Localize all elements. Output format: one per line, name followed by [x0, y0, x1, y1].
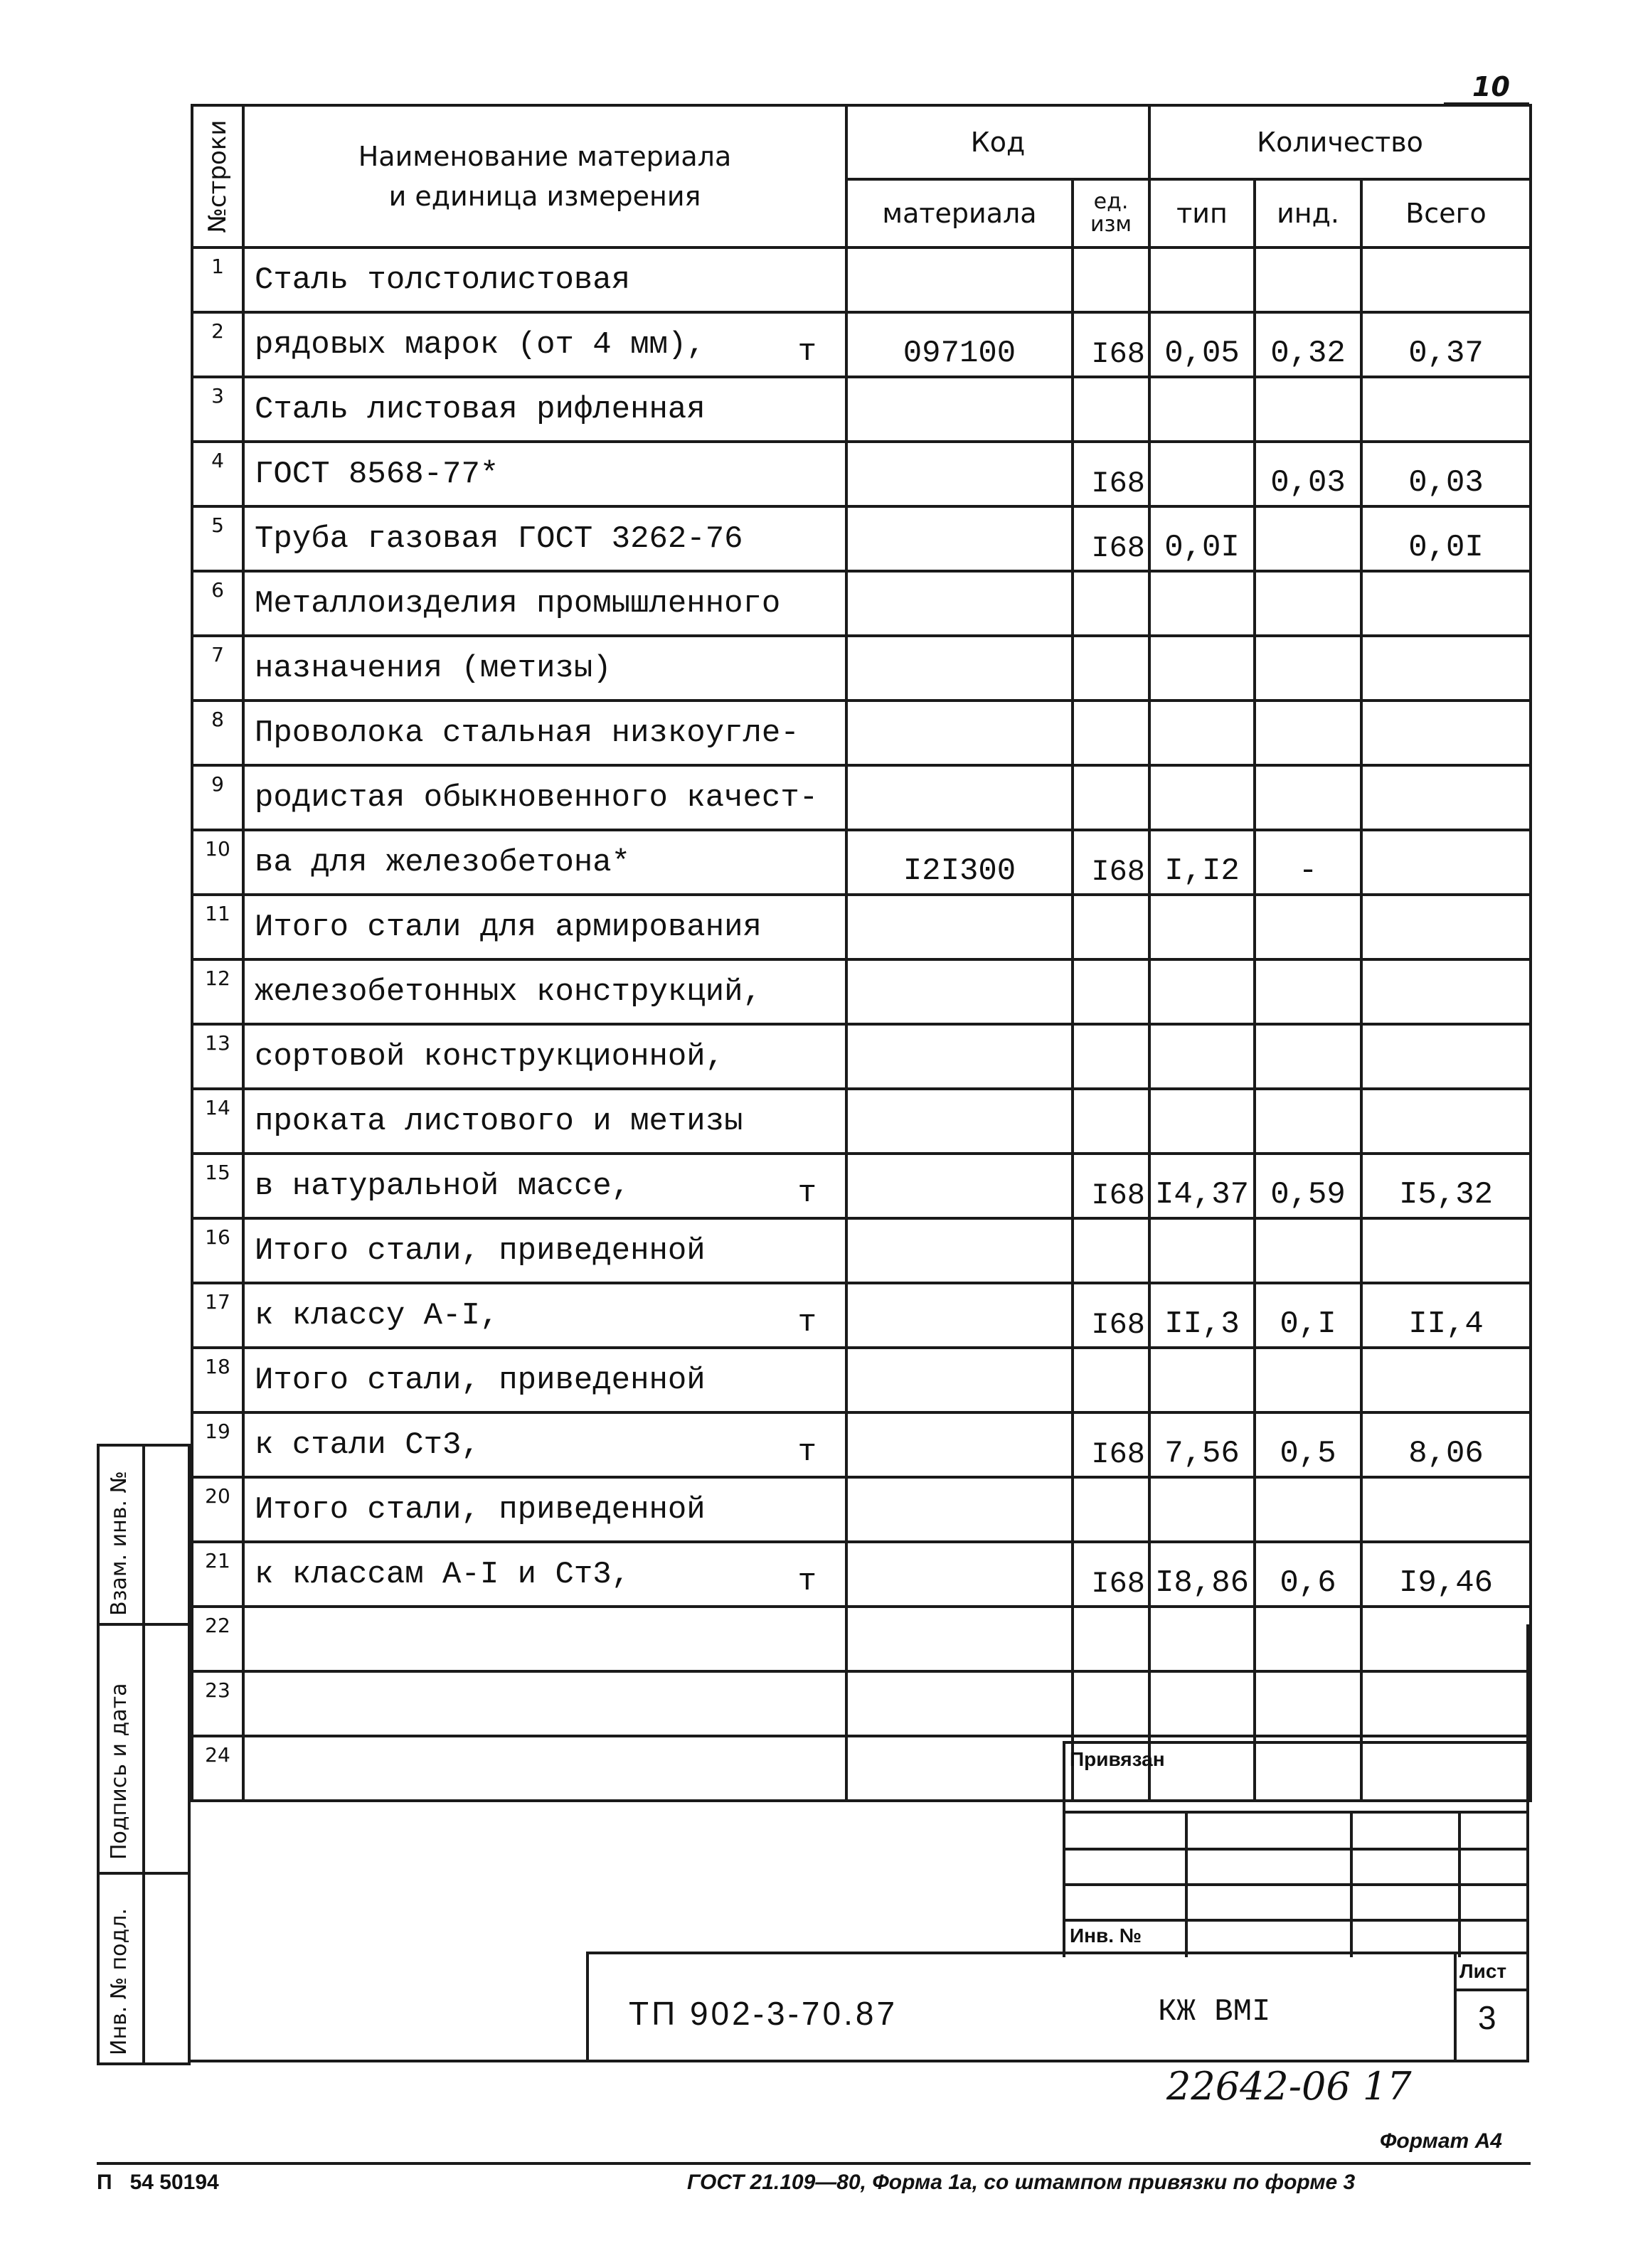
unit-code [1073, 247, 1149, 312]
table-row [192, 1283, 1531, 1348]
header-total: Всего [1361, 179, 1531, 247]
material-name [243, 1477, 846, 1542]
side-label-podpis: Подпись и дата [107, 1683, 132, 1860]
material-code: I2I300 [846, 830, 1073, 895]
material-code [846, 1671, 1073, 1736]
material-name-text: в натуральной массе, [255, 1168, 631, 1204]
title-block [586, 1952, 1529, 2062]
qty-type [1149, 959, 1255, 1024]
material-name [243, 830, 846, 895]
qty-total: I5,32 [1361, 1154, 1531, 1218]
qty-type: 0,0I [1149, 506, 1255, 571]
doc-code: ТП 902-3-70.87 [629, 1995, 898, 2032]
qty-total [1361, 247, 1531, 312]
header-ind: инд. [1255, 179, 1361, 247]
material-code [846, 1477, 1073, 1542]
table-row [192, 247, 1531, 312]
table-row [192, 830, 1531, 895]
table-row [192, 1542, 1531, 1607]
material-name-text: Итого стали, приведенной [255, 1362, 706, 1398]
material-name [243, 1607, 846, 1671]
row-number: 12 [192, 959, 243, 1024]
qty-ind [1255, 636, 1361, 701]
qty-ind: 0,59 [1255, 1154, 1361, 1218]
material-code [846, 571, 1073, 636]
material-name-text: Труба газовая ГОСТ 3262-76 [255, 521, 743, 557]
material-name-text: ва для железобетона* [255, 844, 631, 880]
unit-mark: т [797, 1305, 817, 1341]
material-name-text: ГОСТ 8568-77* [255, 456, 499, 492]
qty-type [1149, 1089, 1255, 1154]
qty-type [1149, 1218, 1255, 1283]
material-code [846, 1607, 1073, 1671]
qty-total [1361, 1607, 1531, 1671]
material-code [846, 959, 1073, 1024]
material-code [846, 1024, 1073, 1089]
unit-code [1073, 1218, 1149, 1283]
qty-type: I8,86 [1149, 1542, 1255, 1607]
qty-total: I9,46 [1361, 1542, 1531, 1607]
qty-type [1149, 1477, 1255, 1542]
row-number: 4 [192, 442, 243, 506]
privyazan-label: Привязан [1070, 1748, 1165, 1770]
unit-code [1073, 701, 1149, 765]
footer-left: П 54 50194 [97, 2171, 219, 2194]
unit-code [1073, 636, 1149, 701]
qty-type: I4,37 [1149, 1154, 1255, 1218]
unit-code [1073, 1024, 1149, 1089]
row-number: 10 [192, 830, 243, 895]
material-code [846, 1218, 1073, 1283]
material-code [846, 1089, 1073, 1154]
qty-ind [1255, 247, 1361, 312]
row-number: 23 [192, 1671, 243, 1736]
row-number: 24 [192, 1736, 243, 1801]
table-row [192, 1218, 1531, 1283]
qty-ind [1255, 1671, 1361, 1736]
material-name [243, 959, 846, 1024]
table-row [192, 312, 1531, 377]
row-number: 2 [192, 312, 243, 377]
material-name [243, 312, 846, 377]
qty-ind: - [1255, 830, 1361, 895]
material-name [243, 895, 846, 959]
qty-total [1361, 959, 1531, 1024]
side-label-inv: Инв. № подл. [107, 1908, 132, 2055]
footer-line [97, 2162, 1531, 2165]
material-name [243, 636, 846, 701]
side-label-zam: Взам. инв. № [107, 1471, 132, 1616]
unit-code: I68 [1073, 830, 1149, 895]
table-row [192, 1024, 1531, 1089]
qty-ind: 0,I [1255, 1283, 1361, 1348]
material-code [846, 247, 1073, 312]
doc-mark: КЖ ВМI [1158, 1994, 1271, 2030]
unit-mark: т [797, 1176, 817, 1211]
table-row [192, 959, 1531, 1024]
material-code [846, 1283, 1073, 1348]
material-name-text: Проволока стальная низкоугле- [255, 715, 799, 751]
page-number: 10 [1472, 71, 1510, 102]
sheet-label: Лист [1459, 1960, 1507, 1982]
qty-total: 8,06 [1361, 1412, 1531, 1477]
row-number: 7 [192, 636, 243, 701]
page-number-mark [1444, 71, 1529, 105]
row-number: 6 [192, 571, 243, 636]
material-name [243, 1024, 846, 1089]
material-name-text: железобетонных конструкций, [255, 974, 762, 1010]
material-name-text: к стали Ст3, [255, 1427, 480, 1463]
qty-total [1361, 1218, 1531, 1283]
table-row [192, 1607, 1531, 1671]
material-name [243, 442, 846, 506]
row-number: 14 [192, 1089, 243, 1154]
unit-code [1073, 1607, 1149, 1671]
material-name-text: к классам А-I и Ст3, [255, 1556, 631, 1592]
material-code [846, 442, 1073, 506]
footer-gost: ГОСТ 21.109—80, Форма 1а, со штампом привязки по форме 3 [687, 2171, 1356, 2194]
material-name [243, 1671, 846, 1736]
qty-total: 0,03 [1361, 442, 1531, 506]
table-row [192, 1671, 1531, 1736]
material-code [846, 765, 1073, 830]
row-number: 11 [192, 895, 243, 959]
table-row [192, 1477, 1531, 1542]
qty-total [1361, 1671, 1531, 1736]
material-code [846, 1412, 1073, 1477]
qty-total [1361, 1348, 1531, 1412]
material-name [243, 1154, 846, 1218]
qty-type [1149, 895, 1255, 959]
table-row [192, 1154, 1531, 1218]
qty-total: 0,37 [1361, 312, 1531, 377]
material-name-text: Итого стали для армирования [255, 909, 762, 945]
qty-ind [1255, 506, 1361, 571]
material-name-text: к классу А-I, [255, 1297, 499, 1333]
qty-total: 0,0I [1361, 506, 1531, 571]
unit-code [1073, 377, 1149, 442]
qty-ind: 0,6 [1255, 1542, 1361, 1607]
table-row [192, 1348, 1531, 1412]
material-name [243, 1736, 846, 1801]
qty-total [1361, 377, 1531, 442]
header-name: Наименование материала и единица измерения [243, 105, 846, 247]
material-code: 097100 [846, 312, 1073, 377]
material-code [846, 506, 1073, 571]
material-name [243, 1089, 846, 1154]
unit-code [1073, 1348, 1149, 1412]
qty-type [1149, 377, 1255, 442]
qty-total [1361, 701, 1531, 765]
qty-total [1361, 765, 1531, 830]
qty-ind [1255, 571, 1361, 636]
qty-ind [1255, 1024, 1361, 1089]
side-strip-sep-2 [97, 1872, 191, 1875]
qty-type: I,I2 [1149, 830, 1255, 895]
table-row [192, 571, 1531, 636]
qty-total [1361, 1024, 1531, 1089]
qty-total [1361, 895, 1531, 959]
material-code [846, 1542, 1073, 1607]
unit-mark: т [797, 334, 817, 370]
header-unit: ед. изм [1073, 179, 1149, 247]
qty-type [1149, 636, 1255, 701]
material-name-text: рядовых марок (от 4 мм), [255, 326, 706, 363]
unit-code [1073, 959, 1149, 1024]
sheet-number: 3 [1478, 1999, 1496, 2036]
qty-ind: 0,5 [1255, 1412, 1361, 1477]
unit-code: I68 [1073, 442, 1149, 506]
row-number: 1 [192, 247, 243, 312]
unit-code [1073, 571, 1149, 636]
row-number: 17 [192, 1283, 243, 1348]
table-row [192, 1089, 1531, 1154]
qty-total [1361, 571, 1531, 636]
qty-ind: 0,03 [1255, 442, 1361, 506]
unit-code: I68 [1073, 1542, 1149, 1607]
header-type: тип [1149, 179, 1255, 247]
material-code [846, 1736, 1073, 1801]
row-number: 5 [192, 506, 243, 571]
unit-mark: т [797, 1434, 817, 1470]
row-number: 19 [192, 1412, 243, 1477]
table-row [192, 377, 1531, 442]
material-code [846, 636, 1073, 701]
material-name-text: проката листового и метизы [255, 1103, 743, 1139]
material-name-text: сортовой конструкционной, [255, 1038, 725, 1075]
material-name [243, 1542, 846, 1607]
material-name-text: родистая обыкновенного качест- [255, 779, 819, 816]
qty-type [1149, 1671, 1255, 1736]
row-number: 9 [192, 765, 243, 830]
qty-type [1149, 442, 1255, 506]
qty-type: II,3 [1149, 1283, 1255, 1348]
row-number: 3 [192, 377, 243, 442]
row-number: 8 [192, 701, 243, 765]
qty-ind [1255, 1477, 1361, 1542]
qty-ind [1255, 701, 1361, 765]
material-name [243, 1218, 846, 1283]
material-name [243, 1348, 846, 1412]
qty-total [1361, 1477, 1531, 1542]
row-number: 21 [192, 1542, 243, 1607]
header-code: Код [846, 105, 1149, 179]
unit-mark: т [797, 1564, 817, 1599]
material-code [846, 1348, 1073, 1412]
table-row [192, 1412, 1531, 1477]
unit-code [1073, 765, 1149, 830]
qty-ind [1255, 1089, 1361, 1154]
unit-code: I68 [1073, 1154, 1149, 1218]
qty-type [1149, 247, 1255, 312]
material-name-text: Итого стали, приведенной [255, 1233, 706, 1269]
qty-ind [1255, 1348, 1361, 1412]
material-name-text: назначения (метизы) [255, 650, 612, 686]
material-name [243, 1412, 846, 1477]
qty-ind [1255, 377, 1361, 442]
material-name [243, 247, 846, 312]
qty-ind [1255, 765, 1361, 830]
material-name [243, 571, 846, 636]
row-number: 22 [192, 1607, 243, 1671]
binding-stamp [1063, 1741, 1529, 1957]
side-strip-divider [142, 1444, 145, 2062]
inv-no-label: Инв. № [1070, 1924, 1142, 1947]
unit-code: I68 [1073, 1283, 1149, 1348]
material-name-text: Сталь толстолистовая [255, 262, 631, 298]
material-name [243, 377, 846, 442]
qty-type [1149, 571, 1255, 636]
material-code [846, 377, 1073, 442]
qty-type [1149, 701, 1255, 765]
material-name [243, 701, 846, 765]
qty-total [1361, 1089, 1531, 1154]
table-row [192, 442, 1531, 506]
material-table [191, 104, 1532, 1802]
material-name-text: Сталь листовая рифленная [255, 391, 706, 427]
unit-code [1073, 1671, 1149, 1736]
qty-ind [1255, 1218, 1361, 1283]
unit-code [1073, 1477, 1149, 1542]
format-label: Формат А4 [1380, 2129, 1502, 2153]
table-row [192, 765, 1531, 830]
material-name [243, 506, 846, 571]
unit-code [1073, 895, 1149, 959]
table-row [192, 636, 1531, 701]
row-number: 18 [192, 1348, 243, 1412]
qty-total [1361, 636, 1531, 701]
header-row-number: №строки [192, 105, 243, 247]
material-code [846, 1154, 1073, 1218]
material-code [846, 701, 1073, 765]
qty-type [1149, 765, 1255, 830]
row-number: 15 [192, 1154, 243, 1218]
table-row [192, 701, 1531, 765]
row-number: 13 [192, 1024, 243, 1089]
handwritten-number: 22642-06 17 [1166, 2064, 1412, 2109]
unit-code: I68 [1073, 312, 1149, 377]
qty-type [1149, 1348, 1255, 1412]
qty-ind [1255, 895, 1361, 959]
row-number: 16 [192, 1218, 243, 1283]
qty-total: II,4 [1361, 1283, 1531, 1348]
qty-type: 7,56 [1149, 1412, 1255, 1477]
unit-code: I68 [1073, 506, 1149, 571]
row-number: 20 [192, 1477, 243, 1542]
unit-code: I68 [1073, 1412, 1149, 1477]
material-code [846, 895, 1073, 959]
side-strip-sep-1 [97, 1623, 191, 1626]
header-material: материала [846, 179, 1073, 247]
material-name-text: Металлоизделия промышленного [255, 585, 781, 622]
header-quantity: Количество [1149, 105, 1531, 179]
table-row [192, 506, 1531, 571]
material-name [243, 765, 846, 830]
unit-code [1073, 1089, 1149, 1154]
qty-type [1149, 1607, 1255, 1671]
qty-ind [1255, 1607, 1361, 1671]
table-row [192, 895, 1531, 959]
qty-type: 0,05 [1149, 312, 1255, 377]
qty-type [1149, 1024, 1255, 1089]
qty-ind: 0,32 [1255, 312, 1361, 377]
qty-ind [1255, 959, 1361, 1024]
material-name [243, 1283, 846, 1348]
qty-total [1361, 830, 1531, 895]
material-name-text: Итого стали, приведенной [255, 1491, 706, 1528]
frame-left [188, 1624, 191, 2062]
